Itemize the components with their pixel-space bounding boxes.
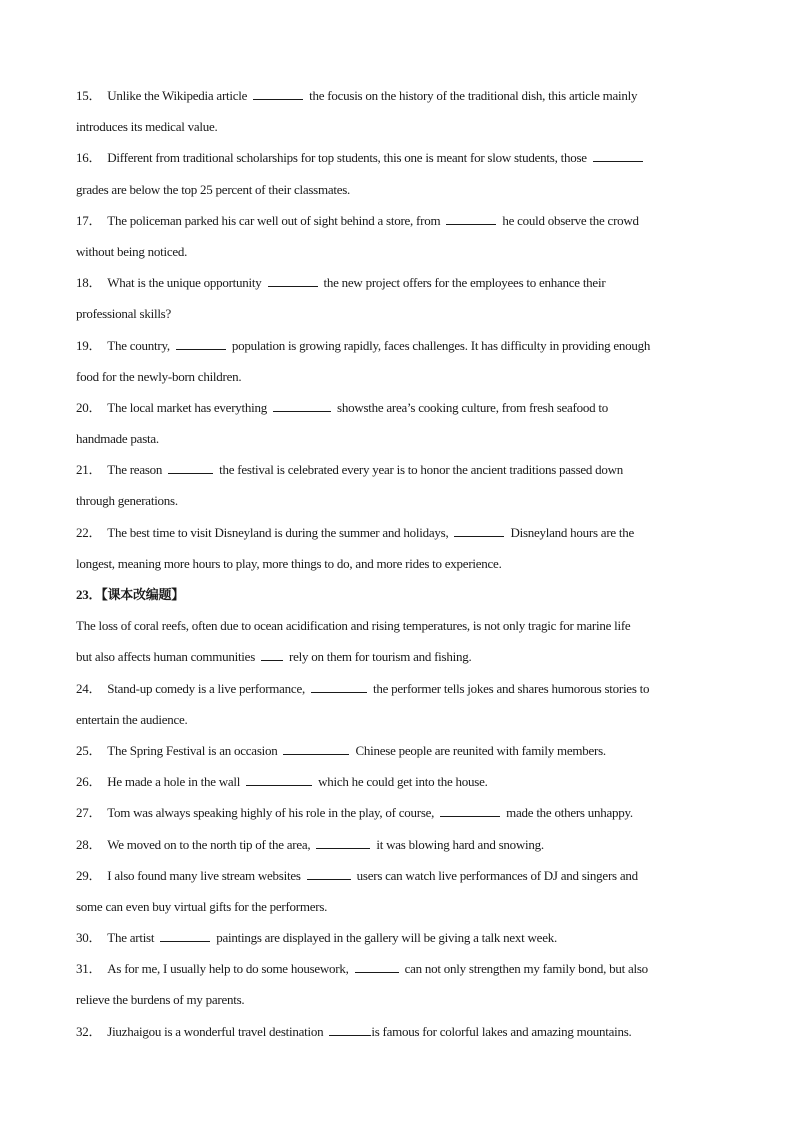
question-text: We moved on to the north tip of the area, xyxy=(107,836,311,852)
question-text: The reason xyxy=(107,462,163,478)
question-text: some can even buy virtual gifts for the performers. xyxy=(76,898,328,914)
question-text: showsthe area’s cooking culture, from fresh seafood to xyxy=(337,399,608,415)
question-24-cont xyxy=(76,704,716,735)
question-23-heading xyxy=(76,579,716,610)
question-30 xyxy=(76,922,716,953)
question-23-cont xyxy=(76,641,716,672)
question-20-cont xyxy=(76,423,716,454)
answer-blank[interactable] xyxy=(329,1023,371,1036)
question-21 xyxy=(76,454,716,485)
answer-blank[interactable] xyxy=(311,680,367,693)
question-number: 27． xyxy=(76,805,102,821)
question-text: The Spring Festival is an occasion xyxy=(107,742,278,758)
question-17-cont xyxy=(76,236,716,267)
question-29-cont xyxy=(76,891,716,922)
question-31-cont xyxy=(76,984,716,1015)
question-text: made the others unhappy. xyxy=(506,805,633,821)
answer-blank[interactable] xyxy=(283,742,349,755)
question-text: The loss of coral reefs, often due to ocean acidification and rising temperatures, is not only tragic for marine life xyxy=(76,618,631,634)
question-text: but also affects human communities xyxy=(76,649,255,665)
question-text: Unlike the Wikipedia article xyxy=(107,88,248,103)
answer-blank[interactable] xyxy=(593,149,643,162)
question-number: 17． xyxy=(76,212,102,228)
answer-blank[interactable] xyxy=(440,804,500,817)
question-17 xyxy=(76,205,716,236)
question-tag: 【课本改编题】 xyxy=(101,587,185,602)
question-text: longest, meaning more hours to play, more things to do, and more rides to experience. xyxy=(76,555,502,571)
question-text: handmade pasta. xyxy=(76,431,159,447)
question-number: 24． xyxy=(76,680,102,696)
question-number: 22． xyxy=(76,524,102,540)
question-number: 21． xyxy=(76,462,102,478)
question-19 xyxy=(76,330,716,361)
question-15 xyxy=(76,80,716,111)
question-16-cont xyxy=(76,174,716,205)
question-text: introduces its medical value. xyxy=(76,119,218,135)
answer-blank[interactable] xyxy=(307,867,351,880)
question-text: The country, xyxy=(107,337,170,353)
question-text: can not only strengthen my family bond, but also xyxy=(404,961,648,977)
question-text: As for me, I usually help to do some housework, xyxy=(107,961,349,977)
question-text: the performer tells jokes and shares humorous stories to xyxy=(372,680,650,696)
answer-blank[interactable] xyxy=(446,212,496,225)
question-text: is famous for colorful lakes and amazing mountains. xyxy=(371,1023,632,1039)
question-15-cont xyxy=(76,111,716,142)
answer-blank[interactable] xyxy=(246,773,312,786)
question-number: 28． xyxy=(76,836,102,852)
question-text: paintings are displayed in the gallery will be giving a talk next week. xyxy=(216,930,557,946)
question-23 xyxy=(76,610,716,641)
answer-blank[interactable] xyxy=(176,337,226,350)
answer-blank[interactable] xyxy=(273,399,331,412)
answer-blank[interactable] xyxy=(261,648,283,661)
answer-blank[interactable] xyxy=(168,461,213,474)
question-text: grades are below the top 25 percent of their classmates. xyxy=(76,181,351,197)
question-22 xyxy=(76,517,716,548)
question-text: The best time to visit Disneyland is during the summer and holidays, xyxy=(107,524,449,540)
question-25 xyxy=(76,735,716,766)
question-text: The local market has everything xyxy=(107,399,268,415)
question-text: Stand-up comedy is a live performance, xyxy=(107,680,305,696)
question-text: food for the newly-born children. xyxy=(76,368,242,384)
question-text: population is growing rapidly, faces challenges. It has difficulty in providing enough xyxy=(231,337,651,353)
question-number: 16． xyxy=(76,150,102,166)
question-text: professional skills? xyxy=(76,306,172,322)
question-27 xyxy=(76,797,716,828)
question-text: Jiuzhaigou is a wonderful travel destination xyxy=(107,1023,324,1039)
question-number: 26． xyxy=(76,774,102,790)
question-number: 29． xyxy=(76,867,102,883)
question-number: 32． xyxy=(76,1023,102,1039)
question-text: the focusis on the history of the traditional dish, this article mainly xyxy=(309,88,638,103)
question-text: Chinese people are reunited with family members. xyxy=(355,742,606,758)
question-text: the new project offers for the employees to enhance their xyxy=(323,275,606,291)
question-text: through generations. xyxy=(76,493,178,509)
question-31 xyxy=(76,953,716,984)
question-text: Different from traditional scholarships for top students, this one is meant for slow students, those xyxy=(107,150,587,166)
answer-blank[interactable] xyxy=(160,929,210,942)
question-text: the festival is celebrated every year is to honor the ancient traditions passed down xyxy=(219,462,624,478)
question-22-cont xyxy=(76,548,716,579)
answer-blank[interactable] xyxy=(253,87,303,100)
question-28 xyxy=(76,829,716,860)
question-20 xyxy=(76,392,716,423)
question-number: 20． xyxy=(76,399,102,415)
question-text: What is the unique opportunity xyxy=(107,275,262,291)
question-18 xyxy=(76,267,716,298)
question-text: he could observe the crowd xyxy=(502,212,639,228)
question-text: Tom was always speaking highly of his role in the play, of course, xyxy=(107,805,435,821)
question-number: 30． xyxy=(76,930,102,946)
question-number: 25． xyxy=(76,742,102,758)
question-18-cont xyxy=(76,298,716,329)
question-21-cont xyxy=(76,485,716,516)
question-text: it was blowing hard and snowing. xyxy=(376,836,544,852)
question-text: I also found many live stream websites xyxy=(107,867,301,883)
question-text: rely on them for tourism and fishing. xyxy=(289,649,472,665)
question-24 xyxy=(76,673,716,704)
question-number: 23． xyxy=(76,587,102,602)
answer-blank[interactable] xyxy=(454,524,504,537)
question-text: The artist xyxy=(107,930,155,946)
question-32 xyxy=(76,1016,716,1047)
question-19-cont xyxy=(76,361,716,392)
question-number: 15． xyxy=(76,88,102,103)
question-number: 31． xyxy=(76,961,102,977)
question-text: relieve the burdens of my parents. xyxy=(76,992,245,1008)
question-29 xyxy=(76,860,716,891)
question-text: users can watch live performances of DJ and singers and xyxy=(356,867,638,883)
question-number: 19． xyxy=(76,337,102,353)
question-26 xyxy=(76,766,716,797)
question-text: He made a hole in the wall xyxy=(107,774,241,790)
question-text: entertain the audience. xyxy=(76,711,188,727)
question-text: The policeman parked his car well out of sight behind a store, from xyxy=(107,212,441,228)
answer-blank[interactable] xyxy=(268,274,318,287)
question-number: 18． xyxy=(76,275,102,291)
answer-blank[interactable] xyxy=(316,836,370,849)
question-text: Disneyland hours are the xyxy=(510,524,635,540)
worksheet xyxy=(76,80,716,1047)
question-text: which he could get into the house. xyxy=(318,774,488,790)
answer-blank[interactable] xyxy=(355,960,399,973)
question-16 xyxy=(76,142,716,173)
question-text: without being noticed. xyxy=(76,243,188,259)
